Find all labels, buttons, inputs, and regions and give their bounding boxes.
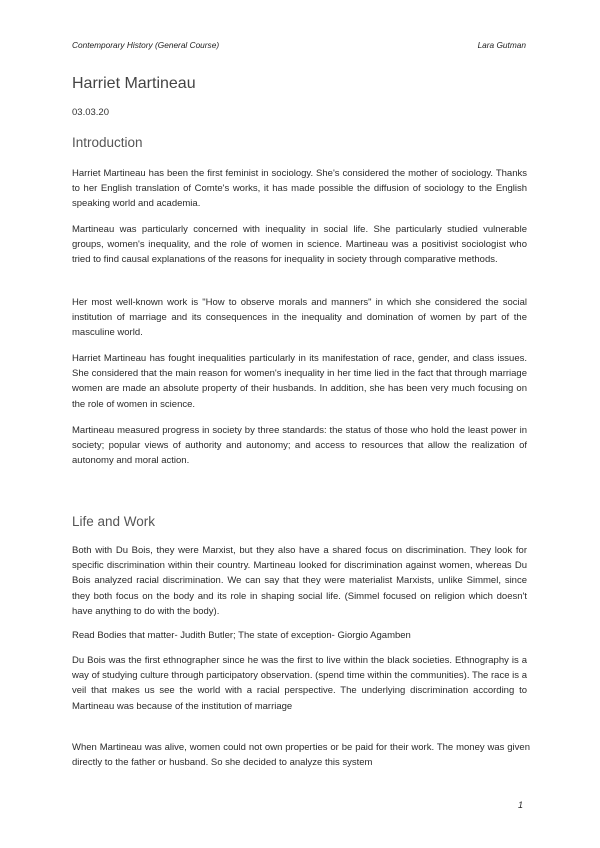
- header-course: Contemporary History (General Course): [72, 40, 220, 50]
- paragraph: Both with Du Bois, they were Marxist, but they also have a shared focus on discrimination. They look for specific discrimination within their country. Martineau looked for discrimination against women, whereas Du Bois analyzed racial discrimination. We can say that they were materialist Marxists, unlike Simmel, since they both focus on the body and its role in shaping social life. (Simmel focused on religion which doesn't have anything to do with the body).: [72, 545, 527, 617]
- paragraph: Her most well-known work is "How to observe morals and manners" in which she considered the social institution of marriage and its consequences in the inequality and domination of women by part of the masculine world.: [72, 297, 527, 339]
- header-author: Lara Gutman: [477, 40, 526, 50]
- paragraph: Martineau measured progress in society by three standards: the status of those who hold the least power in society; popular views of authority and autonomy; and access to resources that allow the realization of autonomy and moral action.: [72, 425, 527, 467]
- reading-note: Read Bodies that matter- Judith Butler; The state of exception- Giorgio Agamben: [72, 630, 411, 641]
- paragraph: Du Bois was the first ethnographer since he was the first to live within the black societies. Ethnography is a way of studying culture through participatory observation. (spend time within the communities). The race is a veil that makes us see the world with a racial perspective. The underlying discrimination according to Martineau was because of the institution of marriage: [72, 655, 527, 712]
- section-heading-life-and-work: Life and Work: [72, 514, 156, 529]
- paragraph: When Martineau was alive, women could not own properties or be paid for their work. The money was given directly to the father or husband. So she decided to analyze this system: [72, 742, 530, 769]
- paragraph: Martineau was particularly concerned with inequality in social life. She particularly studied vulnerable groups, women's inequality, and the role of women in science. Martineau was a positivist sociologist who tried to find causal explanations of the reasons for inequality in society through comparative methods.: [72, 224, 527, 266]
- document-title: Harriet Martineau: [72, 75, 196, 92]
- paragraph: Harriet Martineau has fought inequalities particularly in its manifestation of race, gender, and class issues. She considered that the main reason for women's inequality in her time lied in the fact that through marriage women are made an absolute property of their husbands. In addition, she has been very much focusing on the role of women in science.: [72, 353, 527, 410]
- section-heading-introduction: Introduction: [72, 135, 143, 150]
- paragraph: Harriet Martineau has been the first feminist in sociology. She's considered the mother of sociology. Thanks to her English translation of Comte's works, it has made possible the diffusion of sociology to the English speaking world and academia.: [72, 168, 527, 210]
- page-number: 1: [517, 800, 523, 810]
- document-date: 03.03.20: [72, 107, 109, 118]
